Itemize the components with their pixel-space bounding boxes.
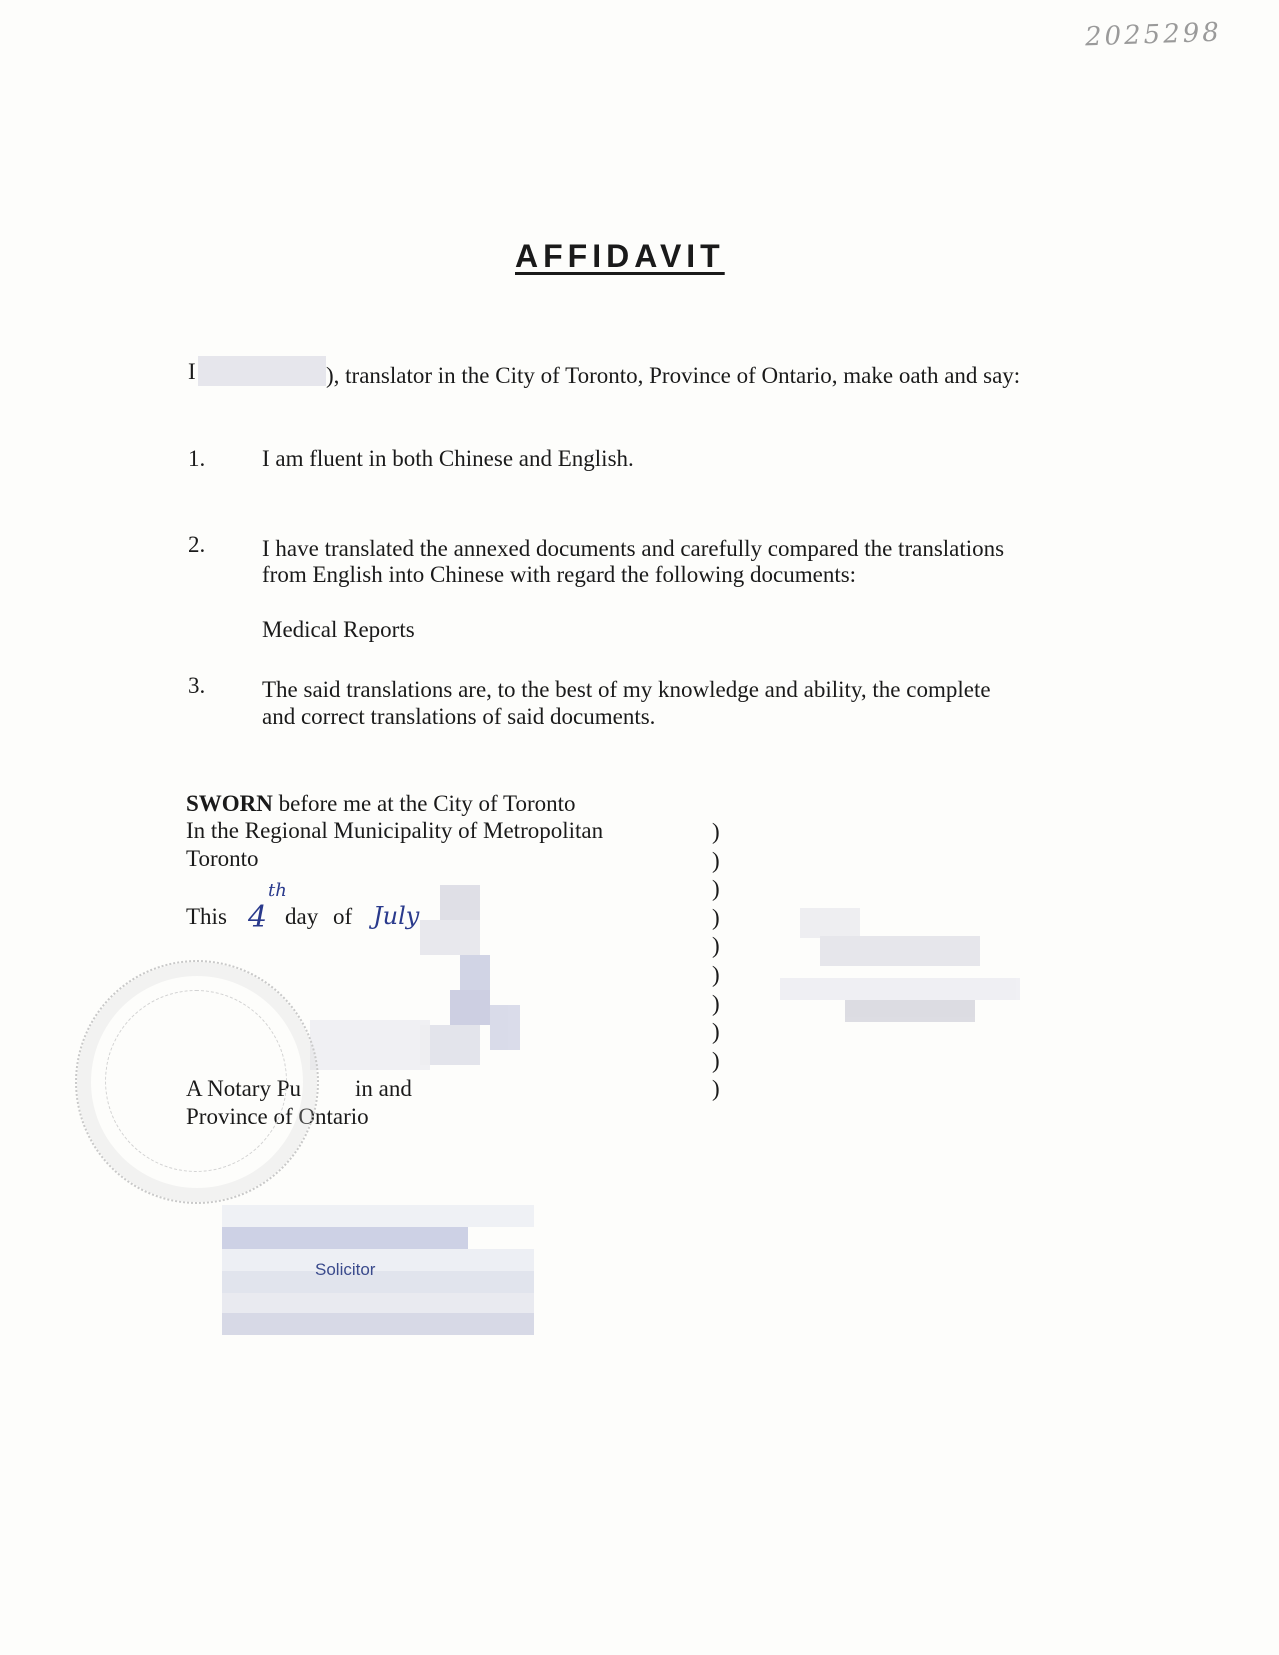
parenthesis: )	[712, 1047, 720, 1073]
jurat-line-3: Toronto	[186, 846, 259, 871]
this-label: This	[186, 904, 227, 929]
handwritten-day-suffix: th	[268, 880, 287, 901]
sworn-label: SWORN	[186, 791, 273, 816]
notary-line-1-end: in and	[355, 1076, 412, 1101]
stamp-solicitor-text: Solicitor	[315, 1260, 376, 1279]
redacted-deponent-signature	[800, 908, 980, 1023]
item-number: 2.	[188, 532, 206, 557]
jurat-line-2: In the Regional Municipality of Metropolitan	[186, 818, 604, 843]
handwritten-reference: 2025298	[1084, 17, 1223, 53]
notary-seal-inner-ring	[105, 990, 287, 1172]
redacted-notary-stamp	[222, 1205, 534, 1335]
item-text: from English into Chinese with regard the following documents:	[262, 562, 857, 587]
intro-text: ), translator in the City of Toronto, Province of Ontario, make oath and say:	[326, 363, 1021, 388]
redacted-signature-left	[310, 1020, 430, 1070]
item-number: 3.	[188, 673, 206, 698]
parenthesis: )	[712, 1019, 720, 1045]
intro-lead: I	[188, 359, 196, 384]
redacted-signature	[420, 885, 510, 1085]
notary-line-2: Province of Ontario	[186, 1104, 369, 1129]
of-label: of	[333, 904, 353, 929]
item-text: I am fluent in both Chinese and English.	[262, 446, 634, 471]
parenthesis: )	[712, 876, 720, 902]
jurat-line-1	[186, 790, 576, 818]
document-title: AFFIDAVIT	[515, 238, 725, 274]
item-number: 1.	[188, 446, 206, 471]
parenthesis: )	[712, 1076, 720, 1102]
item-text: and correct translations of said documents.	[262, 704, 656, 729]
parenthesis: )	[712, 904, 720, 930]
item-text: I have translated the annexed documents and carefully compared the translations	[262, 536, 1005, 561]
day-label: day	[285, 904, 319, 929]
parenthesis-column	[712, 818, 720, 1104]
parenthesis: )	[712, 990, 720, 1016]
redacted-name	[198, 356, 326, 386]
parenthesis: )	[712, 819, 720, 844]
parenthesis: )	[712, 847, 720, 873]
sworn-text: before me at the City of Toronto	[272, 791, 576, 816]
parenthesis: )	[712, 933, 720, 959]
parenthesis: )	[712, 961, 720, 987]
documents-list-item: Medical Reports	[262, 617, 415, 642]
handwritten-month: July	[373, 902, 420, 930]
handwritten-day: 4	[248, 900, 268, 935]
item-text: The said translations are, to the best of my knowledge and ability, the complete	[262, 677, 991, 702]
notary-line-1: A Notary Pu	[186, 1076, 301, 1101]
